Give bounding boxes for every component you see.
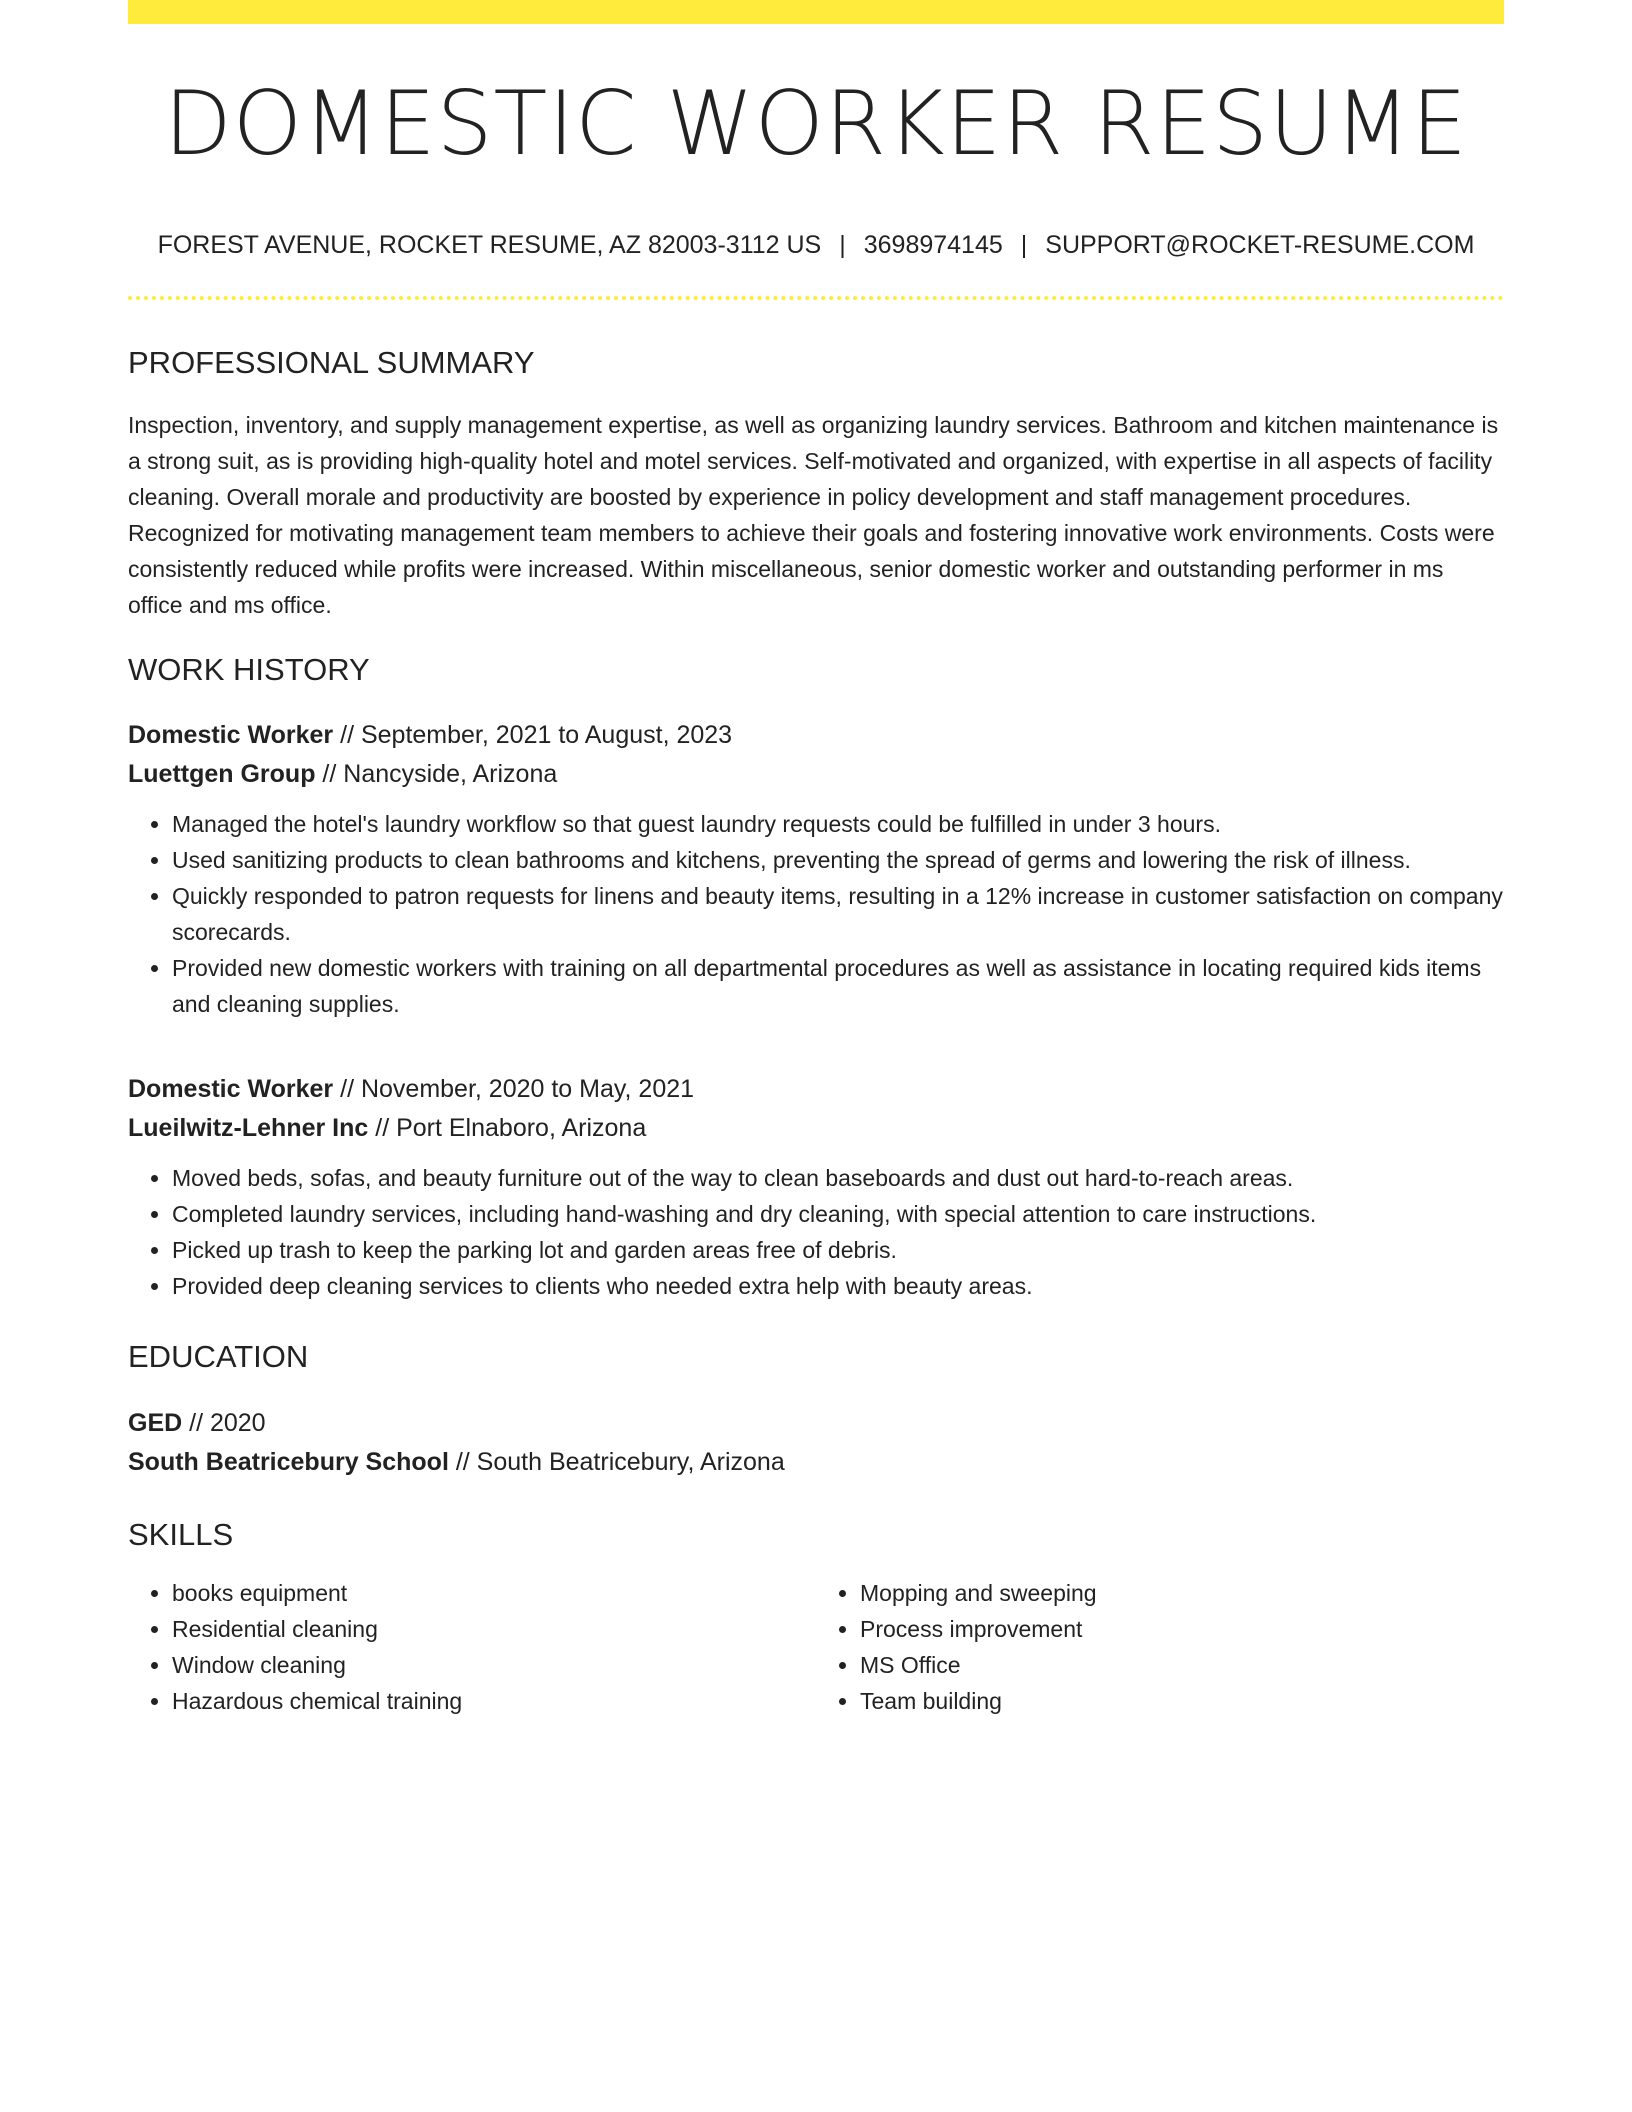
education-degree: GED — [128, 1408, 183, 1437]
job-dates: // September, 2021 to August, 2023 — [333, 721, 733, 750]
education-year: // 2020 — [182, 1408, 266, 1437]
contact-line — [128, 230, 1504, 260]
resume-page — [128, 0, 1504, 1719]
list-item: • Managed the hotel's laundry workflow so that guest laundry requests could be fulfilled in under 3 hours. — [172, 806, 1504, 842]
list-item: • Picked up trash to keep the parking lot and garden areas free of debris. — [172, 1232, 1504, 1268]
summary-text: Inspection, inventory, and supply management expertise, as well as organizing laundry services. Bathroom and kitchen maintenance is a strong suit, as is providing high-quality hotel and motel services. Self-motivated and organized, with expertise in all aspects of facility cleaning. Overall morale and productivity are boosted by experience in policy development and staff management procedures. Recognized for motivating management team members to achieve their goals and fostering innovative work environments. Costs were consistently reduced while profits were increased. Within miscellaneous, senior domestic worker and outstanding performer in ms office and ms office. — [128, 412, 1499, 619]
education-school: South Beatricebury School — [128, 1447, 449, 1476]
job-company-line — [128, 1109, 1504, 1148]
job-role-line — [128, 716, 1504, 755]
job-role: Domestic Worker — [128, 721, 334, 750]
education-location: // South Beatricebury, Arizona — [448, 1447, 785, 1476]
job-location: // Port Elnaboro, Arizona — [368, 1114, 647, 1143]
job-bullets — [128, 1160, 1504, 1304]
education-degree-line — [128, 1404, 1504, 1443]
contact-email: SUPPORT@ROCKET-RESUME.COM — [1045, 231, 1475, 259]
job-bullets — [128, 806, 1504, 1022]
job-location: // Nancyside, Arizona — [315, 760, 558, 789]
list-item: • Quickly responded to patron requests for linens and beauty items, resulting in a 12% increase in customer satisfaction on company scorecards. — [172, 878, 1504, 950]
list-item: • Completed laundry services, including hand-washing and dry cleaning, with special attention to care instructions. — [172, 1196, 1504, 1232]
list-item: • Moved beds, sofas, and beauty furniture out of the way to clean baseboards and dust out hard-to-reach areas. — [172, 1160, 1504, 1196]
education-entry — [128, 1404, 1504, 1482]
skill-item: • books equipment — [172, 1575, 816, 1611]
job-dates: // November, 2020 to May, 2021 — [333, 1075, 695, 1104]
skills-grid — [128, 1575, 1504, 1719]
skill-item: • Hazardous chemical training — [172, 1683, 816, 1719]
top-accent-bar — [128, 0, 1504, 24]
job-company: Luettgen Group — [128, 760, 316, 789]
job-entry — [128, 716, 1504, 1022]
job-company: Lueilwitz-Lehner Inc — [128, 1114, 369, 1143]
skill-item: • Residential cleaning — [172, 1611, 816, 1647]
skills-column-right — [816, 1575, 1504, 1719]
job-role: Domestic Worker — [128, 1075, 334, 1104]
resume-title: DOMESTIC WORKER RESUME — [164, 72, 1468, 175]
dotted-divider — [128, 296, 1504, 300]
skill-item: • Mopping and sweeping — [860, 1575, 1504, 1611]
summary-heading: PROFESSIONAL SUMMARY — [128, 345, 535, 380]
list-item: • Provided new domestic workers with training on all departmental procedures as well as assistance in locating required kids items and cleaning supplies. — [172, 950, 1504, 1022]
skill-item: • MS Office — [860, 1647, 1504, 1683]
list-item: • Used sanitizing products to clean bathrooms and kitchens, preventing the spread of germs and lowering the risk of illness. — [172, 842, 1504, 878]
contact-separator: | — [1020, 231, 1028, 259]
skill-item: • Process improvement — [860, 1611, 1504, 1647]
job-role-line — [128, 1070, 1504, 1109]
work-history-heading: WORK HISTORY — [128, 652, 370, 688]
job-entry — [128, 1070, 1504, 1304]
education-school-line — [128, 1443, 1504, 1482]
skill-item: • Team building — [860, 1683, 1504, 1719]
education-heading: EDUCATION — [128, 1339, 309, 1375]
contact-address: FOREST AVENUE, ROCKET RESUME, AZ 82003-3112 US — [157, 231, 822, 259]
contact-phone: 3698974145 — [863, 231, 1003, 259]
list-item: • Provided deep cleaning services to clients who needed extra help with beauty areas. — [172, 1268, 1504, 1304]
skills-column-left — [128, 1575, 816, 1719]
skills-heading: SKILLS — [128, 1516, 234, 1552]
job-company-line — [128, 755, 1504, 794]
contact-separator: | — [839, 231, 846, 259]
skill-item: • Window cleaning — [172, 1647, 816, 1683]
